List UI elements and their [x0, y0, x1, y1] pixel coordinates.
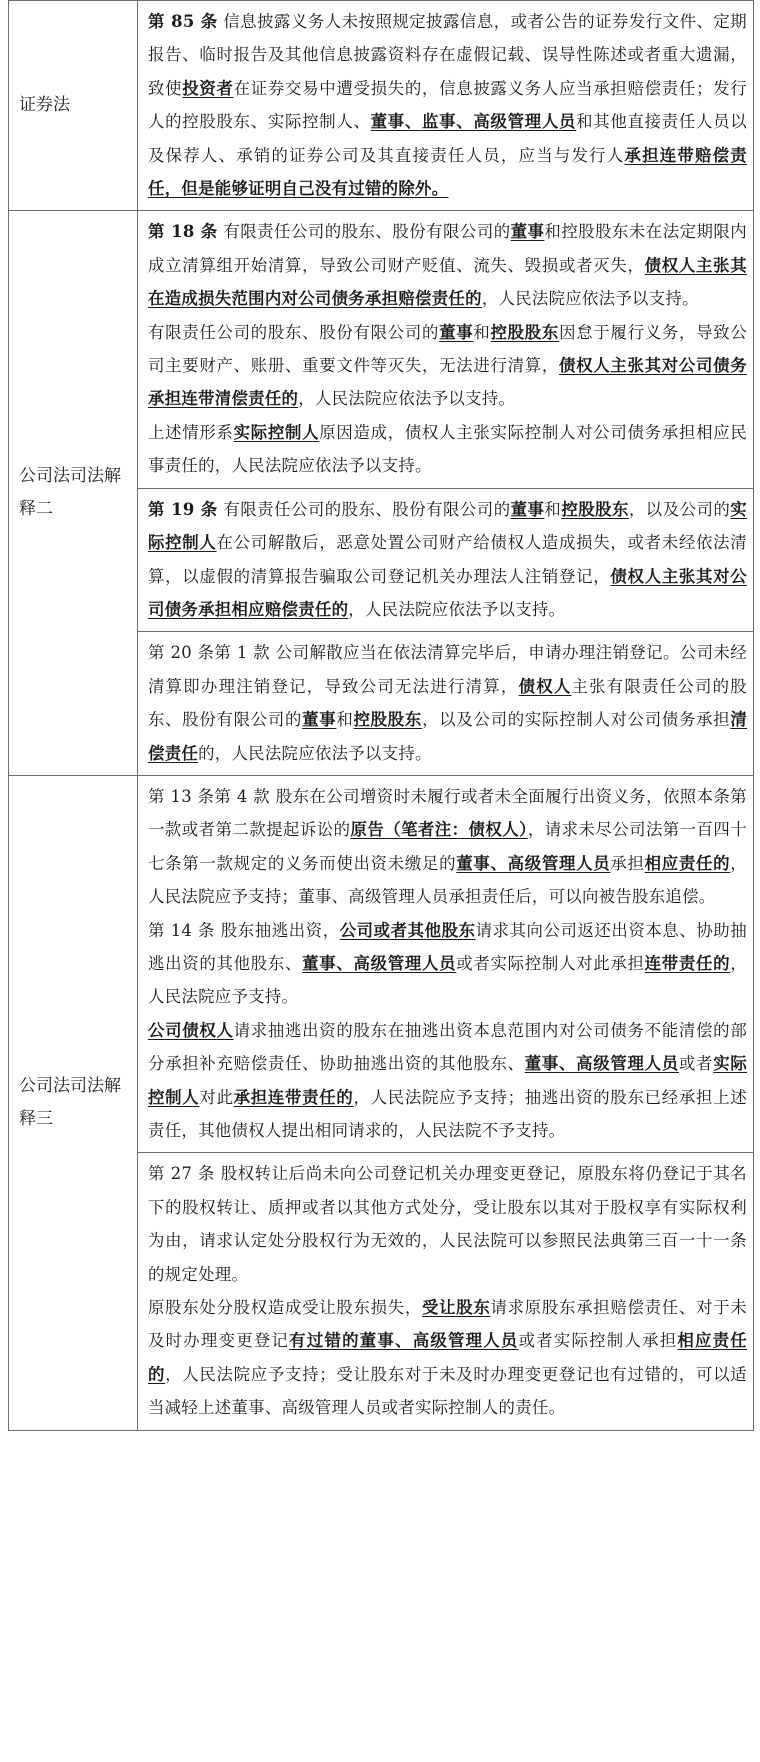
emphasized-text: 董事: [510, 222, 545, 242]
text-segment: 第 20 条第 1 款 公司解散应当在依法清算完毕后，申请办理注销登记。公司未经清算即办理注销登记，导致公司无法进行清算，: [148, 643, 747, 696]
text-segment: 有限责任公司的股东、股份有限公司的: [217, 222, 511, 242]
emphasized-text: 董事: [510, 499, 545, 519]
emphasized-text: 董事、监事、高级管理人员: [370, 112, 577, 132]
provision-cell: [138, 211, 754, 488]
emphasized-text: 原告（笔者注：债权人）: [350, 820, 528, 840]
law-name-cell: 公司法司法解释二: [9, 211, 138, 776]
text-segment: 和: [473, 322, 491, 342]
emphasized-text: 实际控制人: [148, 1054, 748, 1107]
emphasized-text: 第 19 条: [148, 499, 218, 519]
text-segment: ，以及公司的: [628, 499, 731, 519]
text-segment: 原因造成，债权人主张实际控制人对公司债务承担相应民事责任的，人民法院应依法予以支持。: [148, 422, 748, 476]
text-segment: 有限责任公司的股东、股份有限公司的: [148, 322, 440, 342]
provision-paragraph: [148, 914, 747, 1014]
provision-paragraph: [148, 780, 747, 914]
text-segment: 主张有限责任公司的股东、股份有限公司的: [148, 676, 747, 730]
provision-cell: [138, 1, 754, 211]
law-name-cell: 公司法司法解释三: [9, 775, 138, 1430]
text-segment: ，人民法院应依法予以支持。: [348, 599, 566, 619]
emphasized-text: 承担连带责任的: [233, 1087, 354, 1107]
emphasized-text: 董事、高级管理人员: [302, 953, 457, 973]
provision-cell: [138, 1153, 754, 1430]
emphasized-text: 控股股东: [353, 710, 423, 730]
emphasized-text: 债权人主张其对公司债务承担相应赔偿责任的: [148, 566, 747, 619]
text-segment: ，人民法院应予支持；董事、高级管理人员承担责任后，可以向被告股东追偿。: [148, 853, 748, 907]
text-segment: 或者实际控制人承担: [518, 1331, 678, 1351]
text-segment: 第 13 条第 4 款 股东在公司增资时未履行或者未全面履行出资义务，依照本条第一款或者第二款提起诉讼的: [148, 786, 747, 840]
text-segment: ，请求未尽公司法第一百四十七条第一款规定的义务而使出资未缴足的: [148, 820, 747, 873]
table-body: [9, 1, 754, 1431]
emphasized-text: 有过错的董事、高级管理人员: [289, 1331, 519, 1351]
emphasized-text: 第 85 条: [148, 12, 218, 31]
table-row: [9, 211, 754, 488]
text-segment: 的，人民法院应依法予以支持。: [198, 743, 432, 763]
emphasized-text: 受让股东: [422, 1298, 491, 1318]
text-segment: 请求其向公司返还出资本息、协助抽逃出资的其他股东、: [148, 920, 747, 973]
text-segment: 和其他直接责任人员以及保荐人、承销的证券公司及其直接责任人员，应当与发行人: [148, 112, 747, 165]
text-segment: 因怠于履行义务，导致公司主要财产、账册、重要文件等灭失，无法进行清算，: [148, 322, 748, 376]
emphasized-text: 连带责任的: [644, 953, 731, 973]
provision-cell: [138, 775, 754, 1152]
text-segment: 和: [336, 710, 354, 730]
text-segment: ，人民法院应予支持；抽逃出资的股东已经承担上述责任，其他债权人提出相同请求的，人民法院不予支持。: [148, 1087, 748, 1140]
text-segment: 或者: [678, 1054, 714, 1074]
emphasized-text: 第 18 条: [148, 222, 218, 242]
text-segment: 在证券交易中遭受损失的，信息披露义务人应当承担赔偿责任；发行人的控股股东、实际控制人、: [148, 78, 748, 132]
law-comparison-table: [8, 0, 754, 1431]
emphasized-text: 债权人: [518, 676, 572, 696]
provision-paragraph: [148, 636, 747, 770]
emphasized-text: 相应责任的: [644, 853, 731, 873]
text-segment: ，人民法院应依法予以支持。: [481, 289, 699, 309]
text-segment: 和: [544, 499, 562, 519]
text-segment: 在公司解散后，恶意处置公司财产给债权人造成损失，或者未经依法清算，以虚假的清算报告骗取公司登记机关办理法人注销登记，: [148, 533, 747, 586]
law-name-cell: 证券法: [9, 1, 138, 211]
emphasized-text: 实际控制人: [233, 422, 320, 442]
emphasized-text: 承担连带赔偿责任，但是能够证明自己没有过错的除外。: [148, 145, 747, 199]
text-segment: 信息披露义务人未按照规定披露信息，或者公告的证券发行文件、定期报告、临时报告及其他信息披露资料存在虚假记载、误导性陈述或者重大遗漏，致使: [148, 12, 747, 98]
provision-paragraph: [148, 1291, 747, 1425]
text-segment: 第 27 条 股权转让后尚未向公司登记机关办理变更登记，原股东将仍登记于其名下的股权转让、质押或者以其他方式处分，受让股东以其对于股权享有实际权利为由，请求认定处分股权行为无效的，人民法院可以参照民法典第三百一十一条的规定处理。: [148, 1164, 747, 1284]
provision-cell: [138, 632, 754, 776]
emphasized-text: 控股股东: [490, 322, 560, 342]
provision-paragraph: [148, 1157, 747, 1291]
provision-paragraph: [148, 215, 747, 315]
text-segment: 上述情形系: [148, 422, 234, 442]
emphasized-text: 债权人主张其在造成损失范围内对公司债务承担赔偿责任的: [148, 255, 747, 309]
text-segment: 承担: [610, 853, 645, 873]
table-row: [9, 775, 754, 1152]
emphasized-text: 董事: [439, 322, 474, 342]
emphasized-text: 实际控制人: [148, 499, 747, 553]
text-segment: 有限责任公司的股东、股份有限公司的: [217, 499, 511, 519]
text-segment: 或者实际控制人对此承担: [456, 953, 645, 973]
provision-paragraph: [148, 493, 747, 627]
text-segment: 第 14 条 股东抽逃出资，: [148, 920, 340, 940]
emphasized-text: 投资者: [182, 78, 234, 98]
text-segment: 对此: [199, 1087, 234, 1107]
emphasized-text: 债权人主张其对公司债务承担连带清偿责任的: [148, 356, 747, 409]
emphasized-text: 控股股东: [561, 499, 629, 519]
text-segment: ，以及公司的实际控制人对公司债务承担: [422, 710, 731, 730]
emphasized-text: 董事、高级管理人员: [524, 1054, 679, 1074]
emphasized-text: 公司债权人: [148, 1020, 234, 1040]
text-segment: 原股东处分股权造成受让股东损失，: [148, 1298, 423, 1318]
emphasized-text: 相应责任的: [148, 1331, 748, 1384]
text-segment: ，人民法院应依法予以支持。: [298, 389, 516, 409]
text-segment: ，人民法院应予支持。: [148, 953, 748, 1007]
emphasized-text: 公司或者其他股东: [339, 920, 476, 940]
text-segment: 请求抽逃出资的股东在抽逃出资本息范围内对公司债务不能清偿的部分承担补充赔偿责任、协助抽逃出资的其他股东、: [148, 1020, 748, 1074]
provision-paragraph: [148, 1014, 747, 1148]
emphasized-text: 董事、高级管理人员: [456, 853, 611, 873]
text-segment: 和控股股东未在法定期限内成立清算组开始清算，导致公司财产贬值、流失、毁损或者灭失，: [148, 222, 747, 275]
emphasized-text: 清偿责任: [148, 710, 748, 763]
provision-paragraph: [148, 316, 747, 416]
text-segment: ，人民法院应予支持；受让股东对于未及时办理变更登记也有过错的，可以适当减轻上述董事、高级管理人员或者实际控制人的责任。: [148, 1364, 747, 1418]
text-segment: 请求原股东承担赔偿责任、对于未及时办理变更登记: [148, 1298, 748, 1351]
emphasized-text: 董事: [302, 710, 337, 730]
table-row: [9, 1, 754, 211]
provision-cell: [138, 488, 754, 632]
provision-paragraph: [148, 5, 747, 205]
provision-paragraph: [148, 416, 747, 483]
